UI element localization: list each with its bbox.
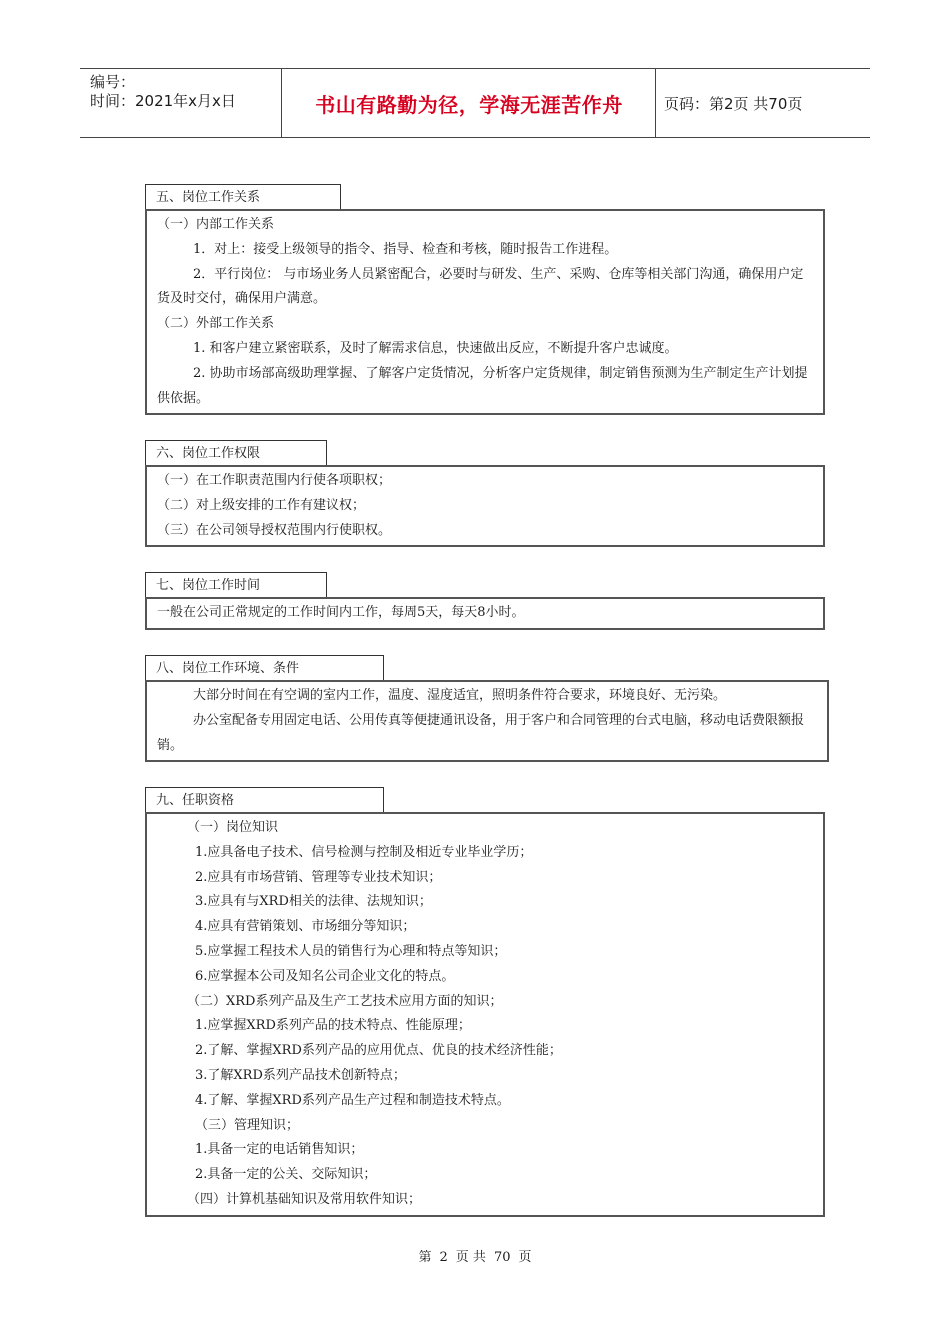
section-body <box>145 812 825 1217</box>
header-motto: 书山有路勤为径，学海无涯苦作舟 <box>283 69 656 137</box>
section-work-time <box>145 572 825 630</box>
list-item: 2.具备一定的公关、交际知识； <box>195 1167 377 1183</box>
subsection-heading: （一）内部工作关系 <box>157 217 275 232</box>
footer-prefix: 第 <box>418 1250 432 1265</box>
paragraph: 大部分时间在有空调的室内工作，温度、湿度适宜，照明条件符合要求，环境良好、无污染。 <box>193 688 727 703</box>
footer-suffix: 页 <box>518 1250 532 1265</box>
list-item: 1．对上：接受上级领导的指令、指导、检查和考核，随时报告工作进程。 <box>193 241 618 257</box>
list-item: 3.了解XRD系列产品技术创新特点； <box>195 1067 406 1083</box>
section-work-relations <box>145 184 825 415</box>
list-item: 2．平行岗位： 与市场业务人员紧密配合，必要时与研发、生产、采购、仓库等相关部门沟通，确保用户定货及时交付，确保用户满意。 <box>157 266 804 307</box>
list-item: 2.应具有市场营销、管理等专业技术知识； <box>195 869 442 885</box>
section-title: 六、岗位工作权限 <box>145 440 327 466</box>
paragraph: 办公室配备专用固定电话、公用传真等便捷通讯设备，用于客户和合同管理的台式电脑，移动电话费限额报销。 <box>157 712 805 753</box>
section-body <box>145 209 825 415</box>
list-item: 1.应具备电子技术、信号检测与控制及相近专业毕业学历； <box>195 844 533 860</box>
section-title: 九、任职资格 <box>145 787 384 813</box>
subsection-heading: （四）计算机基础知识及常用软件知识； <box>187 1191 422 1207</box>
footer-middle: 页 共 <box>455 1250 486 1265</box>
subsection-heading: （一）岗位知识 <box>187 820 279 835</box>
list-item: 2.了解、掌握XRD系列产品的应用优点、优良的技术经济性能； <box>195 1043 562 1059</box>
list-item: （三）在公司领导授权范围内行使职权。 <box>157 522 392 538</box>
list-item: 1.具备一定的电话销售知识； <box>195 1142 364 1158</box>
list-item: 1. 和客户建立紧密联系，及时了解需求信息，快速做出反应，不断提升客户忠诚度。 <box>193 340 678 356</box>
section-body <box>145 465 825 547</box>
header-meta <box>80 69 282 137</box>
subsection-heading: （二）外部工作关系 <box>157 316 275 332</box>
page-header <box>80 68 870 138</box>
list-item: 5.应掌握工程技术人员的销售行为心理和特点等知识； <box>195 943 507 959</box>
section-title: 五、岗位工作关系 <box>145 184 341 210</box>
section-qualifications <box>145 787 825 1217</box>
paragraph: 一般在公司正常规定的工作时间内工作，每周5天，每天8小时。 <box>157 605 525 620</box>
subsection-heading: （二）XRD系列产品及生产工艺技术应用方面的知识； <box>187 993 503 1009</box>
document-time-label: 时间：2021年x月x日 <box>90 92 236 110</box>
list-item: 1.应掌握XRD系列产品的技术特点、性能原理； <box>195 1018 471 1034</box>
page-footer <box>0 1246 950 1265</box>
section-body <box>145 680 829 762</box>
subsection-heading: （三）管理知识； <box>195 1117 300 1133</box>
section-work-authority <box>145 440 825 547</box>
document-number-label: 编号： <box>90 73 136 91</box>
list-item: （一）在工作职责范围内行使各项职权； <box>157 473 392 488</box>
section-title: 七、岗位工作时间 <box>145 572 327 598</box>
footer-page: 2 <box>439 1250 448 1265</box>
list-item: 3.应具有与XRD相关的法律、法规知识； <box>195 894 432 910</box>
list-item: 4.了解、掌握XRD系列产品生产过程和制造技术特点。 <box>195 1092 510 1108</box>
list-item: 4.应具有营销策划、市场细分等知识； <box>195 919 416 935</box>
list-item: （二）对上级安排的工作有建议权； <box>157 497 366 513</box>
list-item: 2. 协助市场部高级助理掌握、了解客户定货情况，分析客户定货规律，制定销售预测为生产制定生产计划提供依据。 <box>157 365 808 406</box>
section-body <box>145 597 825 630</box>
list-item: 6.应掌握本公司及知名公司企业文化的特点。 <box>195 968 455 984</box>
section-work-environment <box>145 655 829 762</box>
section-title: 八、岗位工作环境、条件 <box>145 655 384 681</box>
footer-total: 70 <box>493 1250 511 1265</box>
header-page-number: 页码：第2页 共70页 <box>664 94 803 113</box>
